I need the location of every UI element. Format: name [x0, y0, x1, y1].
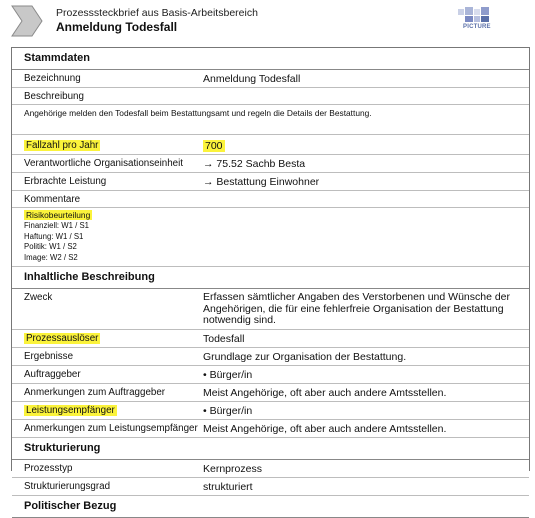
label-anmerkungen-auftraggeber: Anmerkungen zum Auftraggeber — [24, 386, 166, 398]
value-prozessausloeser: Todesfall — [203, 332, 245, 345]
value-bezeichnung: Anmeldung Todesfall — [203, 73, 301, 85]
value-ergebnisse: Grundlage zur Organisation der Bestattung. — [203, 350, 407, 363]
value-anmerkungen-auftraggeber: Meist Angehörige, oft aber auch andere Amtsstellen. — [203, 386, 447, 399]
value-zweck: Erfassen sämtlicher Angaben des Verstorbenen und Wünsche der Angehörigen, die für eine fehlerfreie Organisation der Bestattung notwendig sind. — [203, 291, 511, 327]
row-anmerkungen-leistungsempfaenger — [12, 420, 529, 438]
label-ergebnisse: Ergebnisse — [24, 350, 74, 362]
label-strukturierungsgrad: Strukturierungsgrad — [24, 480, 111, 492]
value-prozesstyp: Kernprozess — [203, 462, 262, 475]
value-auftraggeber: • Bürger/in — [203, 368, 253, 381]
row-prozessausloeser — [12, 330, 529, 348]
row-fallzahl — [12, 135, 529, 155]
row-ergebnisse — [12, 348, 529, 366]
row-prozesstyp — [12, 460, 529, 478]
section-stammdaten: Stammdaten — [12, 48, 529, 70]
value-beschreibung: Angehörige melden den Todesfall beim Bestattungsamt und regeln die Details der Bestattung. — [12, 105, 529, 135]
header-subtitle: Prozesssteckbrief aus Basis-Arbeitsbereich — [56, 7, 258, 19]
risk-title: Risikobeurteilung — [26, 210, 91, 220]
label-prozesstyp: Prozesstyp — [24, 462, 73, 474]
label-leistungsempfaenger: Leistungsempfänger — [26, 404, 115, 416]
label-organisationseinheit: Verantwortliche Organisationseinheit — [24, 158, 184, 169]
label-prozessausloeser: Prozessauslöser — [26, 332, 99, 344]
label-fallzahl: Fallzahl pro Jahr — [26, 140, 99, 151]
section-strukturierung: Strukturierung — [12, 438, 529, 460]
process-chevron-icon — [10, 4, 44, 38]
row-auftraggeber — [12, 366, 529, 384]
process-profile-document — [11, 47, 530, 512]
section-inhaltliche-beschreibung: Inhaltliche Beschreibung — [12, 267, 529, 289]
label-beschreibung: Beschreibung — [12, 88, 529, 105]
risk-line: Finanziell: W1 / S1 — [24, 221, 89, 231]
label-auftraggeber: Auftraggeber — [24, 368, 81, 380]
risk-assessment — [12, 208, 529, 267]
row-leistungsempfaenger — [12, 402, 529, 420]
row-bezeichnung — [12, 70, 529, 88]
label-erbrachte-leistung: Erbrachte Leistung — [24, 176, 107, 187]
label-kommentare: Kommentare — [12, 191, 529, 208]
row-organisationseinheit — [12, 155, 529, 173]
row-erbrachte-leistung — [12, 173, 529, 191]
risk-line: Politik: W1 / S2 — [24, 242, 77, 252]
value-leistungsempfaenger: • Bürger/in — [203, 404, 253, 417]
label-anmerkungen-leistungsempfaenger: Anmerkungen zum Leistungsempfänger — [24, 422, 198, 434]
document-header — [0, 0, 535, 40]
section-politischer-bezug: Politischer Bezug — [12, 496, 529, 518]
value-strukturierungsgrad: strukturiert — [203, 480, 253, 493]
value-erbrachte-leistung: → Bestattung Einwohner — [203, 176, 320, 188]
logo-text: PICTURE — [463, 24, 491, 30]
value-anmerkungen-leistungsempfaenger: Meist Angehörige, oft aber auch andere Amtsstellen. — [203, 422, 447, 435]
row-anmerkungen-auftraggeber — [12, 384, 529, 402]
row-zweck — [12, 289, 529, 330]
label-bezeichnung: Bezeichnung — [24, 73, 81, 84]
risk-line: Haftung: W1 / S1 — [24, 231, 84, 241]
value-fallzahl: 700 — [205, 140, 223, 152]
value-organisationseinheit: → 75.52 Sachb Besta — [203, 158, 306, 170]
row-strukturierungsgrad — [12, 478, 529, 496]
label-zweck: Zweck — [24, 292, 53, 304]
header-title: Anmeldung Todesfall — [56, 20, 178, 34]
risk-line: Image: W2 / S2 — [24, 252, 78, 262]
